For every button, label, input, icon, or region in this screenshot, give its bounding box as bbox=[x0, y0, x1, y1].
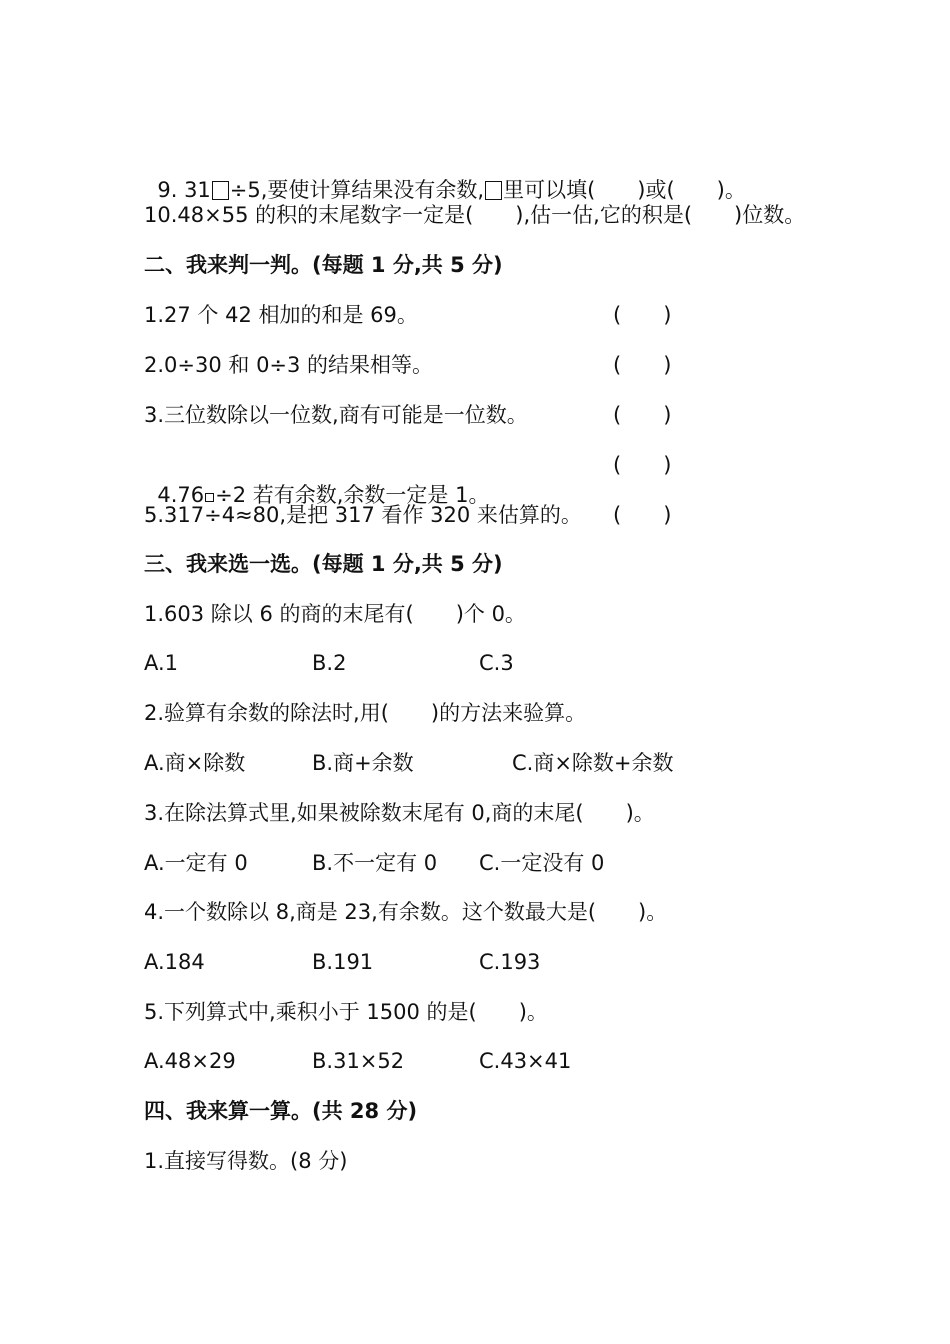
choice-stem-2: 2.验算有余数的除法时,用( )的方法来验算。 bbox=[144, 701, 587, 725]
choice-stem-3: 3.在除法算式里,如果被除数末尾有 0,商的末尾( )。 bbox=[144, 801, 655, 825]
section-3-heading: 三、我来选一选。(每题 1 分,共 5 分) bbox=[144, 552, 503, 576]
choice-2-option-a[interactable]: A.商×除数 bbox=[144, 751, 246, 775]
question-9-suffix: 里可以填( )或( )。 bbox=[503, 178, 746, 202]
choice-stem-4: 4.一个数除以 8,商是 23,有余数。这个数最大是( )。 bbox=[144, 900, 668, 924]
choice-1-option-b[interactable]: B.2 bbox=[312, 651, 347, 675]
judge-item-4-suffix: ÷2 若有余数,余数一定是 1。 bbox=[215, 483, 490, 507]
choice-5-option-c[interactable]: C.43×41 bbox=[479, 1049, 572, 1073]
judge-item-5: 5.317÷4≈80,是把 317 看作 320 来估算的。 bbox=[144, 503, 582, 527]
choice-stem-1: 1.603 除以 6 的商的末尾有( )个 0。 bbox=[144, 602, 526, 626]
judge-answer-3[interactable]: ( ) bbox=[613, 403, 672, 427]
choice-1-option-a[interactable]: A.1 bbox=[144, 651, 179, 675]
choice-5-option-b[interactable]: B.31×52 bbox=[312, 1049, 405, 1073]
choice-1-option-c[interactable]: C.3 bbox=[479, 651, 514, 675]
choice-2-option-b[interactable]: B.商+余数 bbox=[312, 751, 414, 775]
section-4-heading: 四、我来算一算。(共 28 分) bbox=[144, 1099, 418, 1123]
judge-item-4-prefix: 4.76 bbox=[157, 483, 205, 507]
section-2-heading: 二、我来判一判。(每题 1 分,共 5 分) bbox=[144, 253, 503, 277]
choice-4-option-a[interactable]: A.184 bbox=[144, 950, 205, 974]
answer-box-icon bbox=[212, 181, 229, 200]
section-4-sub-1: 1.直接写得数。(8 分) bbox=[144, 1149, 348, 1173]
choice-2-option-c[interactable]: C.商×除数+余数 bbox=[512, 751, 674, 775]
choice-3-option-c[interactable]: C.一定没有 0 bbox=[479, 851, 605, 875]
question-10: 10.48×55 的积的末尾数字一定是( ),估一估,它的积是( )位数。 bbox=[144, 203, 806, 227]
question-9-mid: ÷5,要使计算结果没有余数, bbox=[229, 178, 485, 202]
answer-box-icon bbox=[485, 181, 502, 200]
judge-item-3: 3.三位数除以一位数,商有可能是一位数。 bbox=[144, 403, 528, 427]
choice-5-option-a[interactable]: A.48×29 bbox=[144, 1049, 236, 1073]
judge-item-1: 1.27 个 42 相加的和是 69。 bbox=[144, 303, 418, 327]
choice-3-option-a[interactable]: A.一定有 0 bbox=[144, 851, 248, 875]
question-9-prefix: 9. 31 bbox=[157, 178, 211, 202]
question-9 bbox=[144, 145, 746, 205]
judge-answer-2[interactable]: ( ) bbox=[613, 353, 672, 377]
choice-3-option-b[interactable]: B.不一定有 0 bbox=[312, 851, 438, 875]
choice-stem-5: 5.下列算式中,乘积小于 1500 的是( )。 bbox=[144, 1000, 548, 1024]
judge-answer-5[interactable]: ( ) bbox=[613, 503, 672, 527]
judge-answer-1[interactable]: ( ) bbox=[613, 303, 672, 327]
choice-4-option-c[interactable]: C.193 bbox=[479, 950, 541, 974]
judge-answer-4[interactable]: ( ) bbox=[613, 453, 672, 477]
judge-item-2: 2.0÷30 和 0÷3 的结果相等。 bbox=[144, 353, 434, 377]
choice-4-option-b[interactable]: B.191 bbox=[312, 950, 374, 974]
